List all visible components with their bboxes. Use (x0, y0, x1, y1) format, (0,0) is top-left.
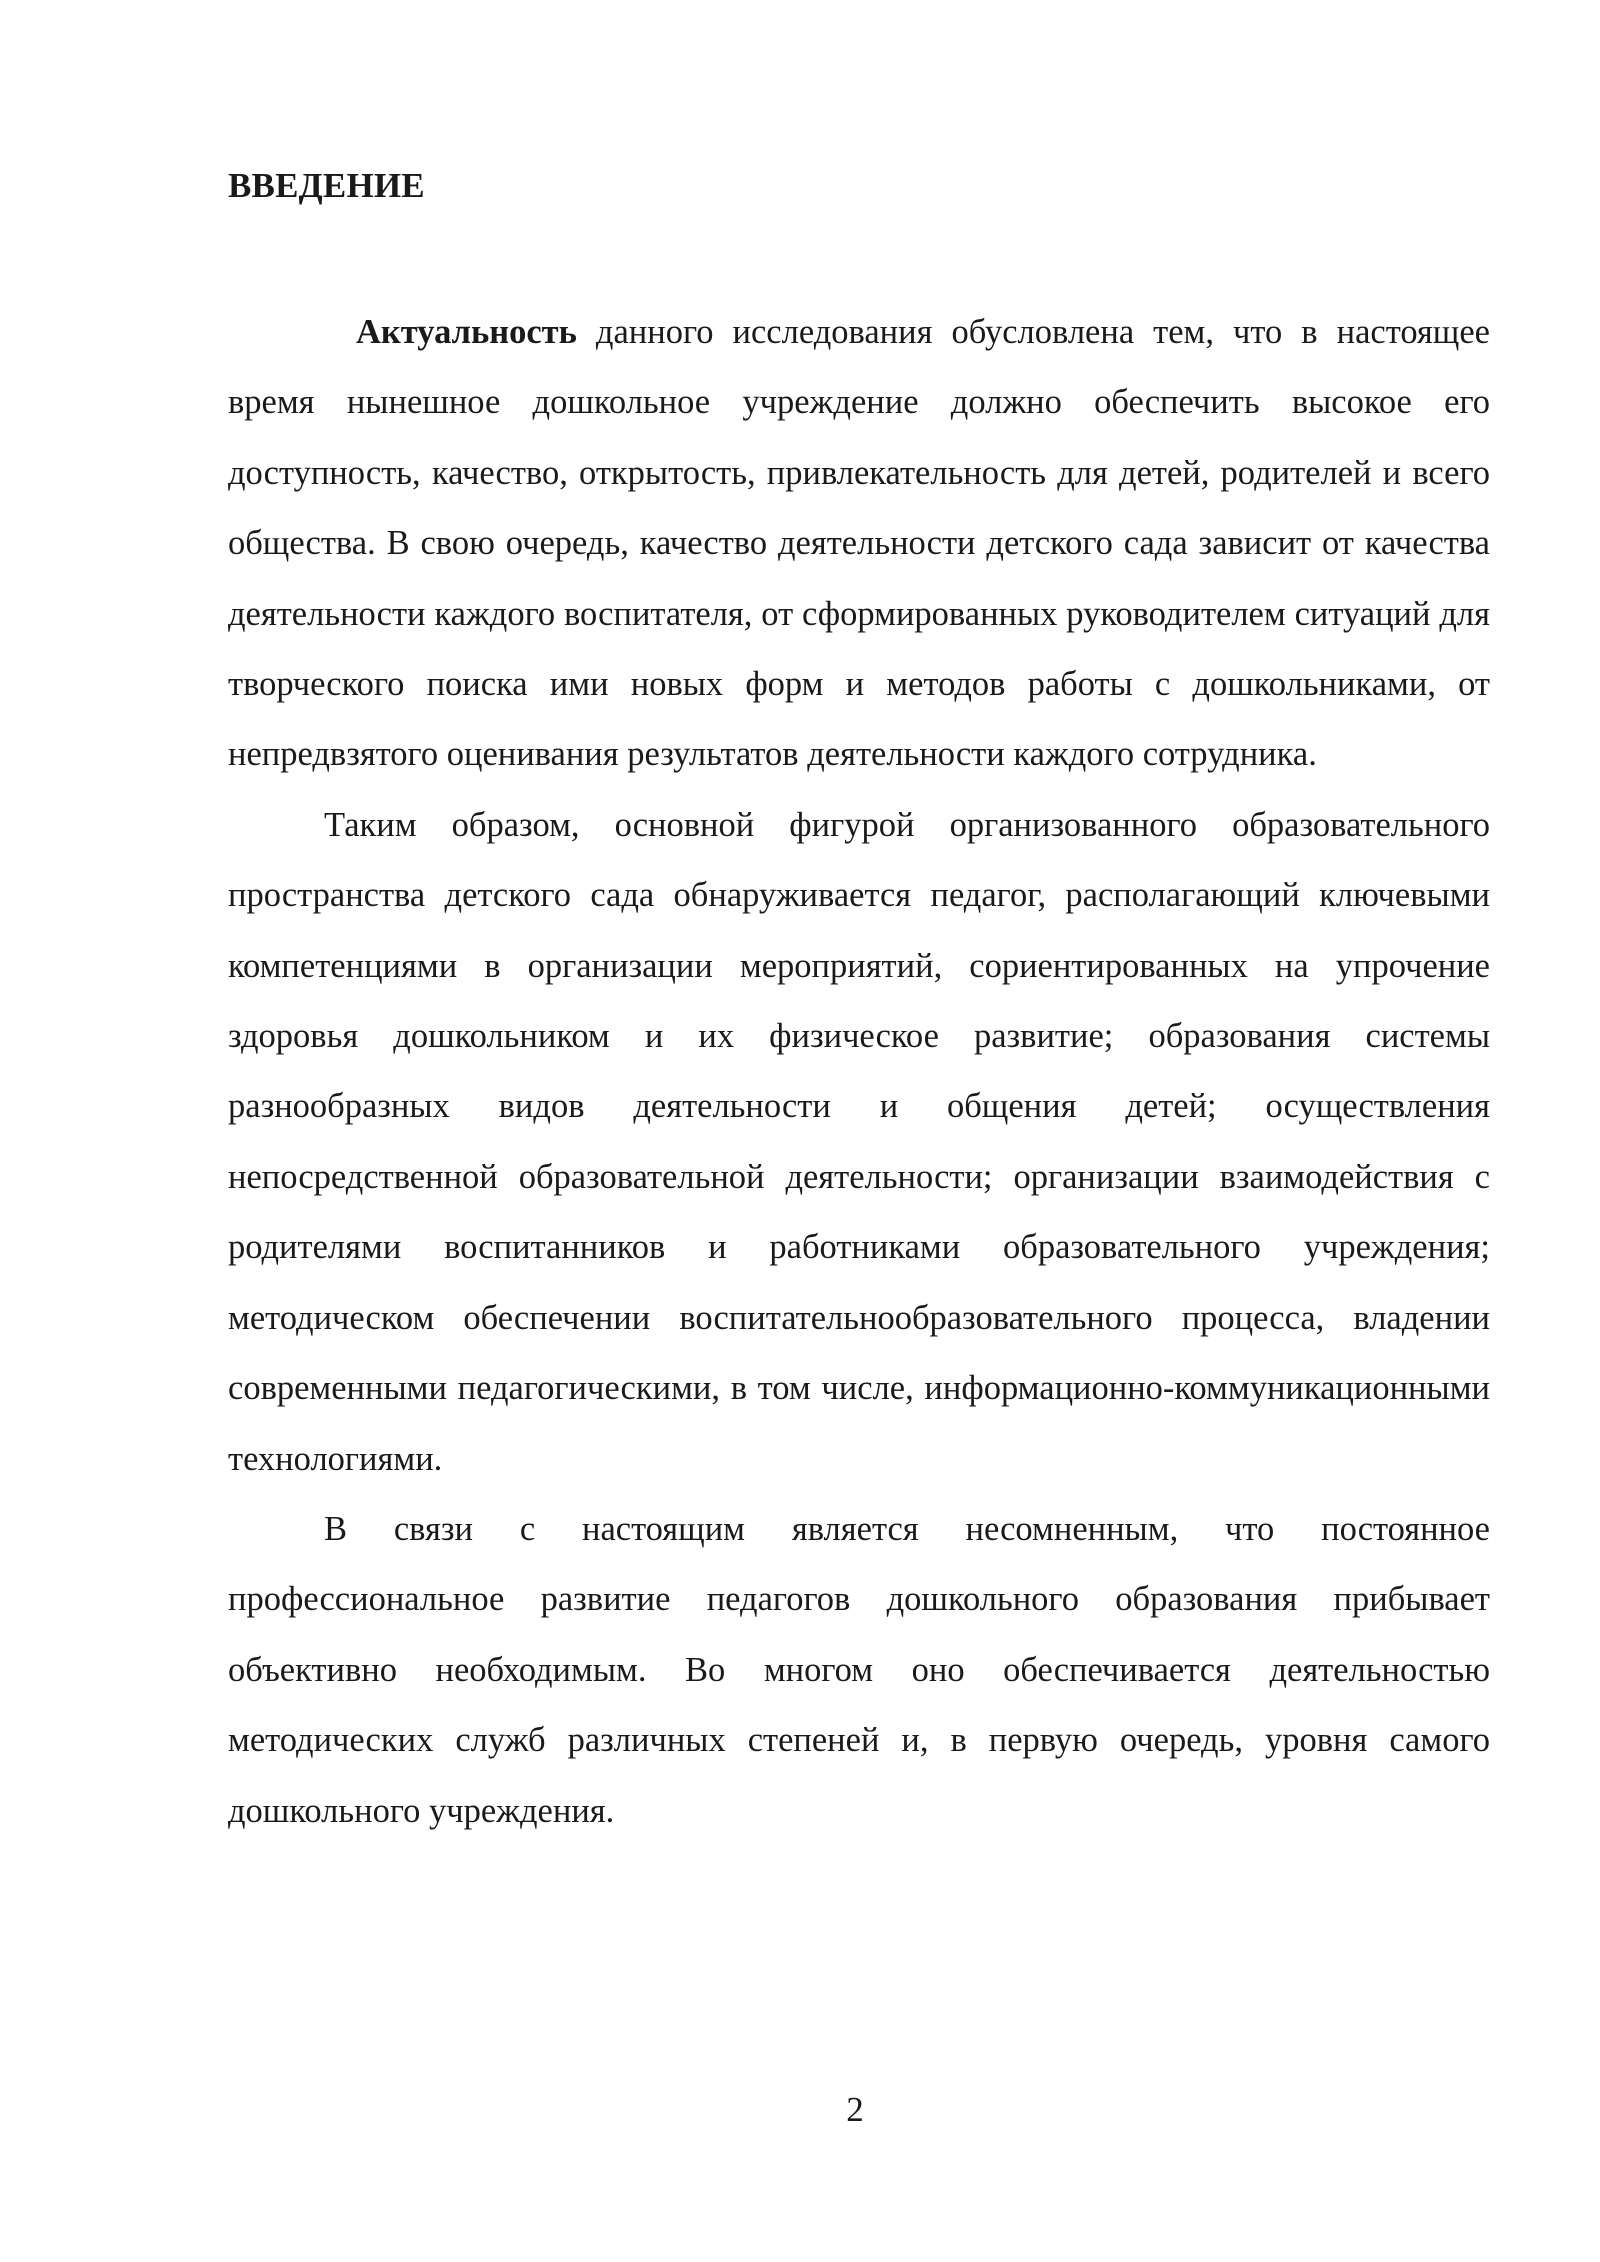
paragraph-key-figure: Таким образом, основной фигурой организованного образовательного пространства детского сада обнаруживается педагог, располагающий ключевыми компетенциями в организации мероприятий, сориентированных на упрочение здоровья дошкольником и их физическое развитие; образования системы разнообразных видов деятельности и общения детей; осуществления непосредственной образовательной деятельности; организации взаимодействия с родителями воспитанников и работниками образовательного учреждения; методическом обеспечении воспитательнообразовательного процесса, владении современными педагогическими, в том числе, информационно-коммуникационными технологиями. (228, 805, 1490, 1478)
page-number: 2 (846, 2090, 864, 2129)
paragraph-lead-term: Актуальность (356, 313, 577, 351)
paragraph-professional-development: В связи с настоящим является несомненным, что постоянное профессиональное развитие педагогов дошкольного образования прибывает объективно необходимым. Во многом оно обеспечивается деятельностью методических служб различных степеней и, в первую очередь, уровня самого дошкольного учреждения. (228, 1509, 1490, 1830)
paragraph-text: данного исследования обусловлена тем, что в настоящее время нынешное дошкольное учреждение должно обеспечить высокое его доступность, качество, открытость, привлекательность для детей, родителей и всего общества. В свою очередь, качество деятельности детского сада зависит от качества деятельности каждого воспитателя, от сформированных руководителем ситуаций для творческого поиска ими новых форм и методов работы с дошкольниками, от непредвзятого оценивания результатов деятельности каждого сотрудника. (228, 313, 1490, 774)
body-text (228, 297, 1490, 1846)
paragraph-relevance (228, 297, 1490, 790)
section-heading: ВВЕДЕНИЕ (228, 166, 425, 205)
